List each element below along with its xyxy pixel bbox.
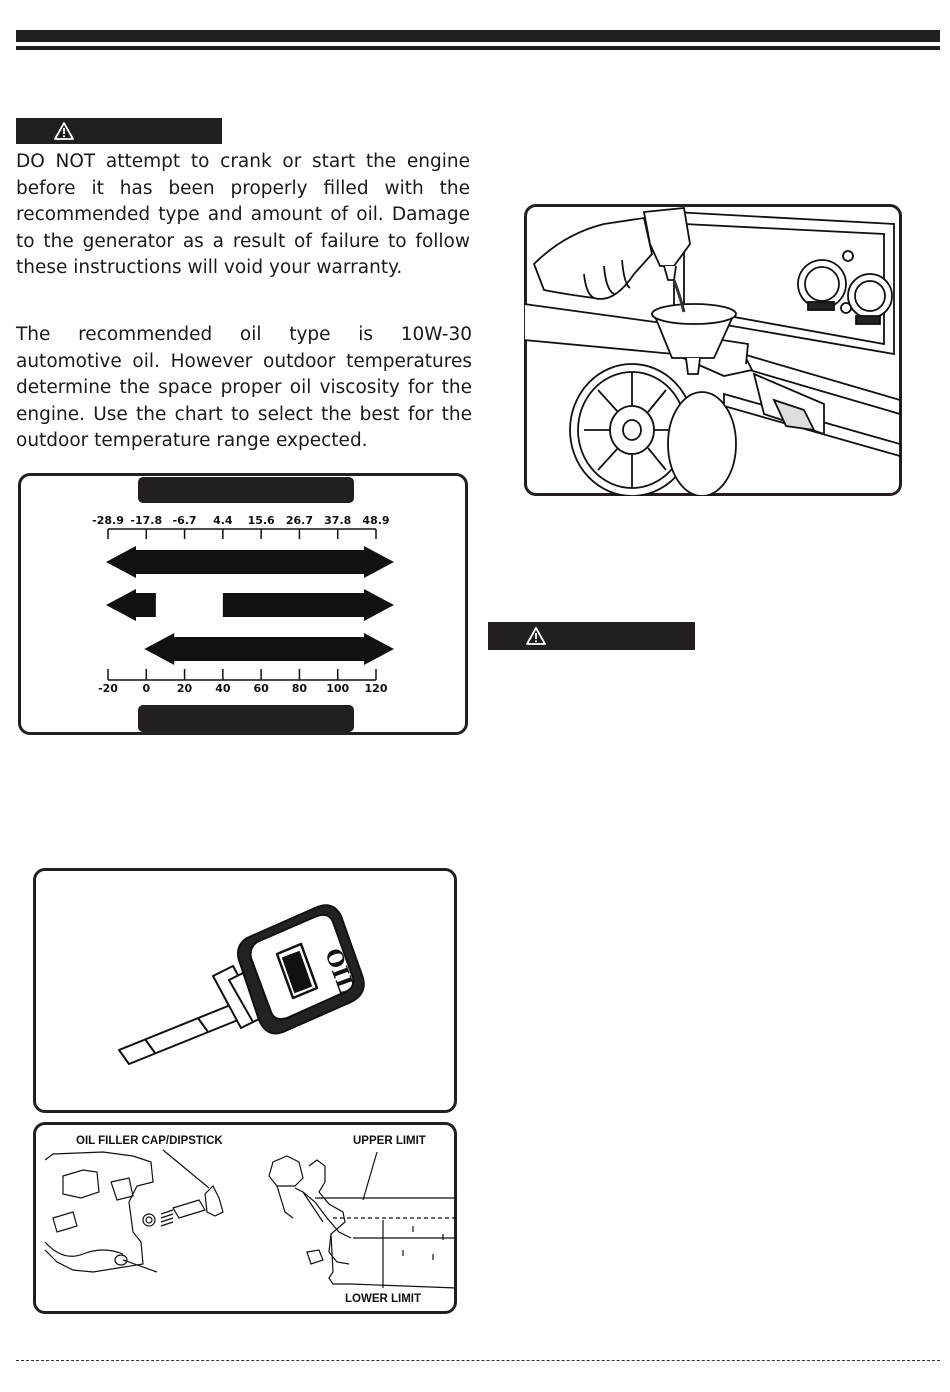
celsius-axis [92,514,389,539]
celsius-tick-label: 4.4 [213,514,233,527]
dipstick-oil-label: OIL [319,945,360,997]
celsius-tick-label: -28.9 [92,514,124,527]
warning-triangle-icon [526,627,546,645]
lower-limit-callout: LOWER LIMIT [345,1293,422,1305]
fahrenheit-tick-label: 120 [364,682,388,695]
dipstick-illustration [33,868,457,1113]
celsius-tick-label: -6.7 [172,514,197,527]
fahrenheit-tick-label: 80 [291,682,308,695]
celsius-tick-label: 48.9 [362,514,390,527]
celsius-tick-label: 37.8 [324,514,352,527]
fahrenheit-tick-label: 20 [176,682,193,695]
oil-fill-illustration [524,204,902,496]
viscosity-range-bars [106,546,394,665]
viscosity-range-bar [106,546,394,578]
fahrenheit-tick-label: 60 [253,682,269,695]
fahrenheit-tick-label: -20 [98,682,118,695]
header-rule-thick [16,30,940,42]
fahrenheit-tick-label: 0 [142,682,151,695]
footer-dashed-rule [16,1360,940,1361]
viscosity-range-bar [106,589,156,621]
fahrenheit-tick-label: 100 [326,682,350,695]
celsius-tick-label: -17.8 [130,514,163,527]
viscosity-chart [18,473,468,735]
viscosity-range-bar [223,589,394,621]
warning-banner-right [488,622,695,650]
upper-limit-callout: UPPER LIMIT [353,1135,426,1147]
fahrenheit-tick-label: 40 [215,682,231,695]
oil-level-diagram [33,1122,457,1314]
header-rule-thin [16,46,940,50]
fahrenheit-axis [98,669,388,695]
warning-banner [16,118,222,144]
viscosity-range-bar [144,633,394,665]
oil-type-text: The recommended oil type is 10W-30 automotive oil. However outdoor temperatures determine the space proper oil viscosity for the engine. Use the chart to select the best for the outdoor temperature range expected. [16,324,472,452]
warning-triangle-icon [54,122,74,140]
celsius-tick-label: 15.6 [247,514,275,527]
warning-text: DO NOT attempt to crank or start the engine before it has been properly filled with the recommended type and amount of oil. Damage to the generator as a result of failure to follow these instructions will void your warranty. [16,151,470,279]
celsius-tick-label: 26.7 [285,514,313,527]
filler-cap-callout: OIL FILLER CAP/DIPSTICK [76,1135,223,1147]
